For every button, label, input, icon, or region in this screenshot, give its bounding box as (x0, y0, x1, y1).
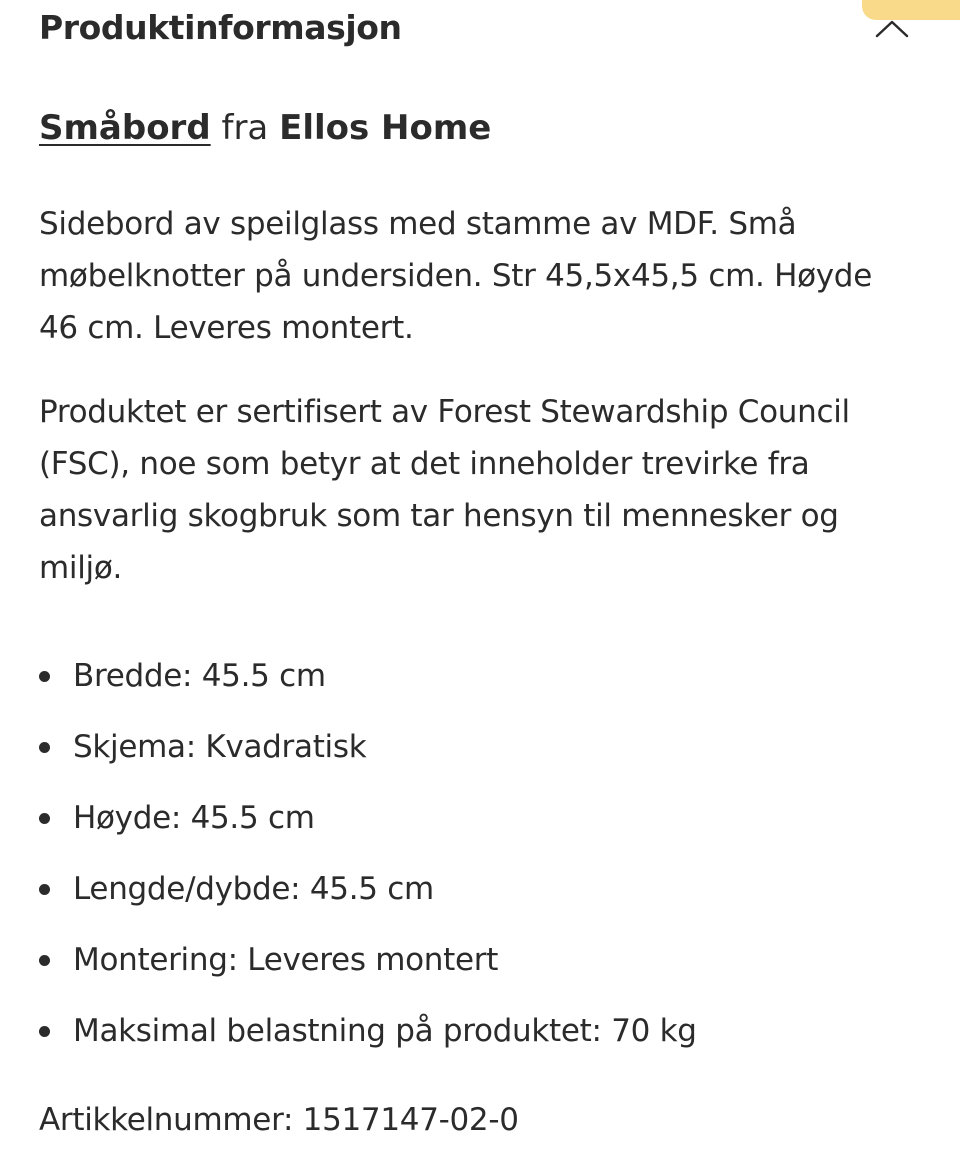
certification-paragraph: Produktet er sertifisert av Forest Stewardship Council (FSC), noe som betyr at det inneholder trevirke fra ansvarlig skogbruk som tar hensyn til mennesker og miljø. (39, 394, 850, 586)
spec-item-width (39, 648, 697, 719)
bullet-icon (39, 813, 50, 824)
spec-item-max-load (39, 1003, 697, 1074)
brand-name: Ellos Home (279, 108, 492, 148)
spec-item-shape (39, 719, 697, 790)
spec-text: Høyde: 45.5 cm (73, 800, 315, 836)
category-link[interactable]: Småbord (39, 108, 211, 148)
spec-text: Skjema: Kvadratisk (73, 729, 367, 765)
chevron-up-icon (871, 14, 913, 44)
spec-text: Lengde/dybde: 45.5 cm (73, 871, 434, 907)
spec-list (39, 648, 697, 1074)
spec-item-assembly (39, 932, 697, 1003)
spec-text: Montering: Leveres montert (73, 942, 499, 978)
tab-icon (924, 6, 942, 16)
bullet-icon (39, 884, 50, 895)
bullet-icon (39, 955, 50, 966)
description-paragraph: Sidebord av speilglass med stamme av MDF. Små møbelknotter på undersiden. Str 45,5x45,5 cm. Høyde 46 cm. Leveres montert. (39, 206, 872, 346)
product-brand-line (39, 108, 491, 148)
spec-text: Maksimal belastning på produktet: 70 kg (73, 1013, 697, 1049)
bullet-icon (39, 742, 50, 753)
bullet-icon (39, 671, 50, 682)
brand-connector: fra (221, 108, 269, 148)
article-number: Artikkelnummer: 1517147-02-0 (39, 1102, 519, 1138)
spec-item-height (39, 790, 697, 861)
spec-text: Bredde: 45.5 cm (73, 658, 326, 694)
collapse-button[interactable] (871, 14, 913, 44)
bullet-icon (39, 1026, 50, 1037)
spec-item-depth (39, 861, 697, 932)
section-title: Produktinformasjon (39, 8, 402, 47)
